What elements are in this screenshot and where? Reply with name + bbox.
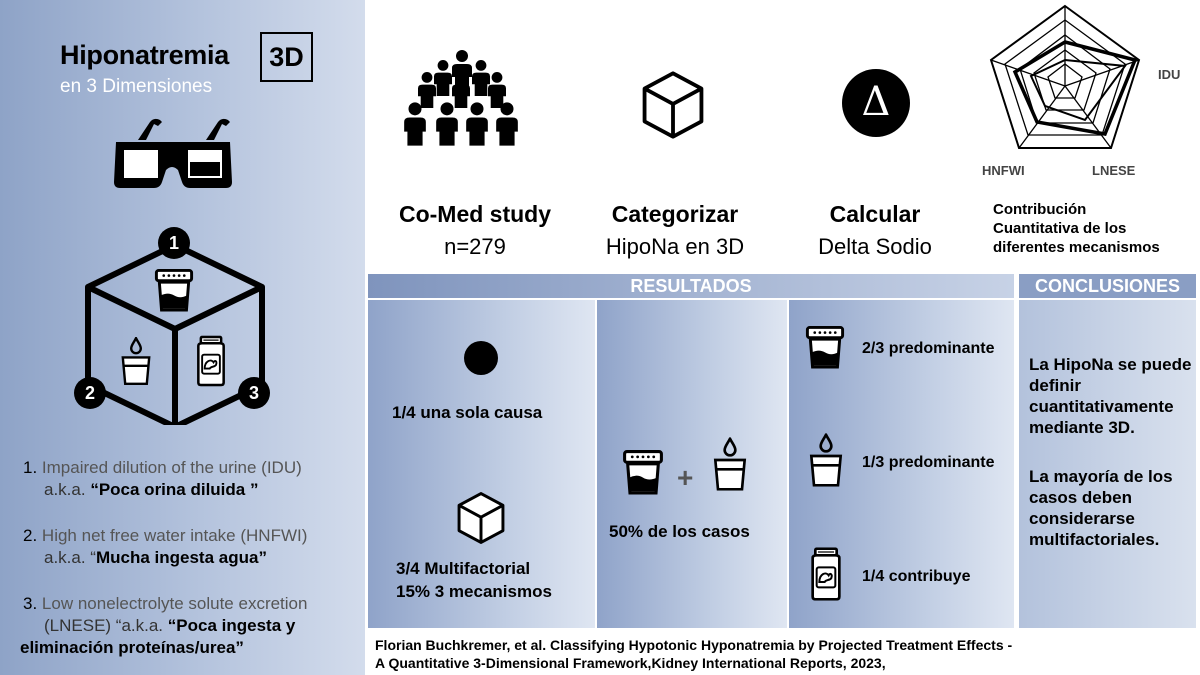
urine-cup-icon <box>620 450 666 496</box>
single-cause-text: 1/4 una sola causa <box>392 403 543 422</box>
water-glass-icon <box>806 427 846 493</box>
cube-label-2: 2 <box>74 377 106 409</box>
mechanism-item-idu: 1. Impaired dilution of the urine (IDU) a.k.a. “Poca orina diluida ” <box>23 458 302 499</box>
protein-jar-icon <box>192 333 230 389</box>
radar-label-idu: IDU <box>1158 67 1181 82</box>
citation: Florian Buchkremer, et al. Classifying Hypotonic Hyponatremia by Projected Treatment Effects - A Quantitative 3-Dimensional Framework,Kidney International Reports, 2023, <box>375 637 1013 671</box>
idu-result-text: 2/3 predominante <box>862 340 995 357</box>
results-header: RESULTADOS <box>368 274 1014 298</box>
conclusions-header: CONCLUSIONES <box>1019 274 1196 298</box>
conclusions-panel <box>1019 300 1196 628</box>
mechanism-item-hnfwi: 2. High net free water intake (HNFWI) a.k.a. “Mucha ingesta agua” <box>23 526 308 567</box>
3d-glasses-icon <box>108 112 238 192</box>
water-glass-icon <box>710 430 750 498</box>
half-cases-text: 50% de los casos <box>609 522 750 541</box>
radar-label-lnese: LNESE <box>1092 163 1136 178</box>
multifactorial-text: 3/4 Multifactorial <box>396 559 531 578</box>
three-mechanisms-text: 15% 3 mecanismos <box>396 582 552 601</box>
people-group-icon <box>402 50 522 156</box>
cube-label-1: 1 <box>158 227 190 259</box>
step-categorize: Categorizar HipoNa en 3D <box>605 201 745 259</box>
single-cause-dot-icon <box>464 341 498 375</box>
cube-label-3: 3 <box>238 377 270 409</box>
cube-icon <box>455 491 507 545</box>
urine-cup-icon <box>152 266 196 316</box>
mechanism-item-lnese: 3. Low nonelectrolyte solute excretion (LNESE) “a.k.a. “Poca ingesta y eliminación proteínas/urea” <box>20 594 308 657</box>
plus-sign: + <box>677 462 694 493</box>
protein-jar-icon <box>806 544 846 604</box>
3d-badge: 3D <box>260 32 313 82</box>
cube-icon <box>640 70 706 140</box>
delta-icon: Δ <box>842 69 910 137</box>
step-study: Co-Med study n=279 <box>398 201 552 259</box>
page-title: Hiponatremia <box>60 40 229 70</box>
radar-caption: Contribución Cuantitativa de los diferentes mecanismos <box>993 201 1160 256</box>
step-calculate: Calcular Delta Sodio <box>818 201 932 259</box>
radar-chart <box>985 2 1145 154</box>
radar-label-hnfwi: HNFWI <box>982 163 1025 178</box>
hnfwi-result-text: 1/3 predominante <box>862 454 995 471</box>
conclusion-2: La mayoría de los casos deben considerarse multifactoriales. <box>1029 467 1173 549</box>
conclusion-1: La HipoNa se puede definir cuantitativamente mediante 3D. <box>1029 355 1192 437</box>
urine-cup-icon <box>803 325 847 371</box>
lnese-result-text: 1/4 contribuye <box>862 568 971 585</box>
page-subtitle: en 3 Dimensiones <box>60 76 213 97</box>
water-glass-icon <box>118 333 154 389</box>
